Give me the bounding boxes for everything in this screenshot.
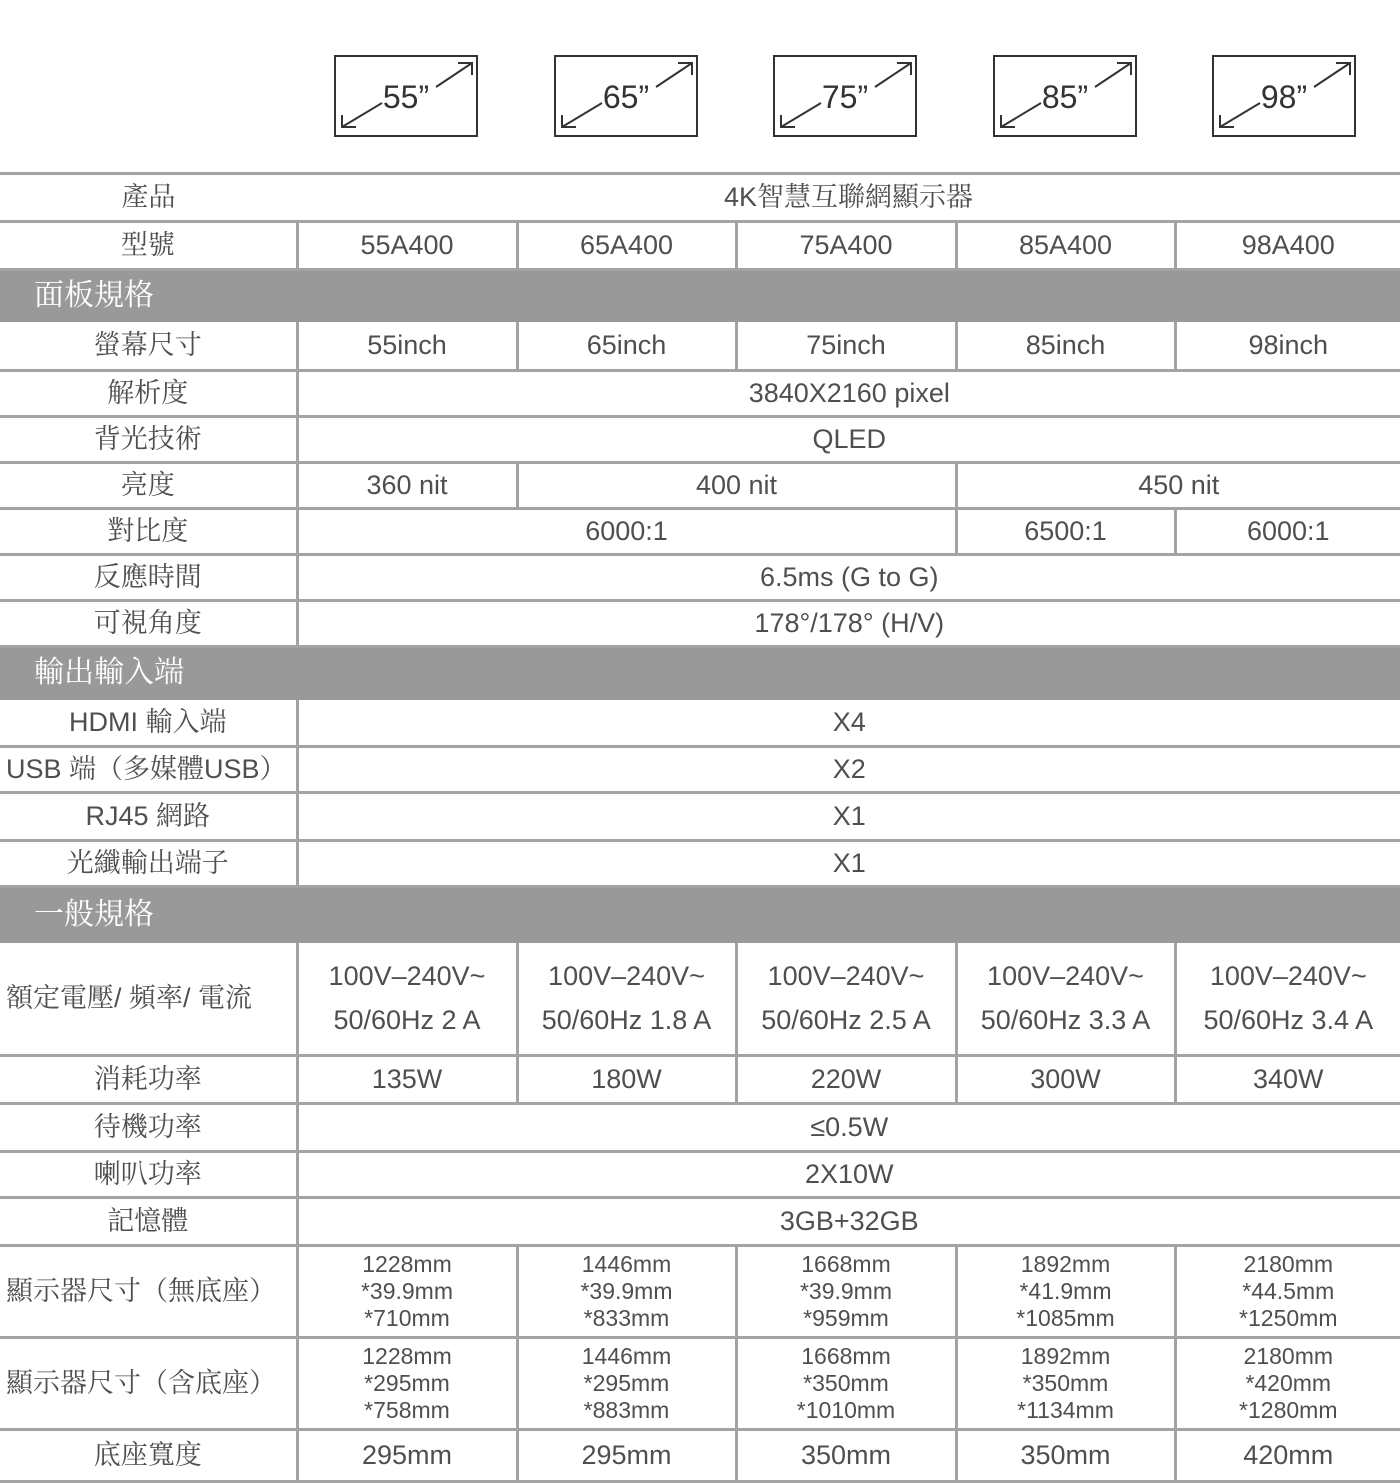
response-value: 6.5ms (G to G) xyxy=(297,555,1400,601)
dim-height: *959mm xyxy=(738,1305,955,1332)
dim-width: 1228mm xyxy=(299,1251,516,1278)
row-standby xyxy=(0,1104,1400,1152)
row-base xyxy=(0,1430,1400,1482)
row-label: 反應時間 xyxy=(0,555,297,601)
row-screen xyxy=(0,321,1400,371)
dim-height: *883mm xyxy=(519,1397,735,1424)
dim-depth: *39.9mm xyxy=(519,1278,735,1305)
dim-width: 1446mm xyxy=(519,1251,735,1278)
row-angle xyxy=(0,601,1400,647)
spec-table xyxy=(0,172,1400,1483)
brightness-cell: 450 nit xyxy=(956,463,1400,509)
row-label: HDMI 輸入端 xyxy=(0,699,297,747)
dim-depth: *350mm xyxy=(958,1370,1174,1397)
row-label: 顯示器尺寸（無底座） xyxy=(0,1246,297,1338)
size-label: 75” xyxy=(775,79,915,116)
consumption-cell: 135W xyxy=(297,1056,517,1104)
row-contrast xyxy=(0,509,1400,555)
row-label: USB 端（多媒體USB） xyxy=(0,747,297,793)
dim-cell xyxy=(1175,1338,1400,1430)
row-label: 型號 xyxy=(0,222,297,270)
backlight-value: QLED xyxy=(297,417,1400,463)
row-label: 額定電壓/ 頻率/ 電流 xyxy=(0,942,297,1056)
resolution-value: 3840X2160 pixel xyxy=(297,371,1400,417)
base-cell: 295mm xyxy=(297,1430,517,1482)
row-usb xyxy=(0,747,1400,793)
dim-width: 1446mm xyxy=(519,1343,735,1370)
size-75-icon xyxy=(773,55,917,137)
consumption-cell: 220W xyxy=(736,1056,956,1104)
row-label: 光纖輸出端子 xyxy=(0,841,297,887)
model-cell: 75A400 xyxy=(736,222,956,270)
screen-cell: 98inch xyxy=(1175,321,1400,371)
row-power xyxy=(0,942,1400,1056)
consumption-cell: 300W xyxy=(956,1056,1175,1104)
section-title: 輸出輸入端 xyxy=(0,647,1400,699)
contrast-cell: 6000:1 xyxy=(297,509,956,555)
row-label: 記憶體 xyxy=(0,1198,297,1246)
consumption-cell: 340W xyxy=(1175,1056,1400,1104)
row-label: 待機功率 xyxy=(0,1104,297,1152)
dim-height: *833mm xyxy=(519,1305,735,1332)
size-label: 98” xyxy=(1214,79,1354,116)
dim-depth: *350mm xyxy=(738,1370,955,1397)
dim-cell xyxy=(736,1246,956,1338)
dim-width: 1228mm xyxy=(299,1343,516,1370)
section-title: 一般規格 xyxy=(0,887,1400,942)
power-voltage: 100V–240V~ xyxy=(299,962,516,992)
dim-cell xyxy=(736,1338,956,1430)
memory-value: 3GB+32GB xyxy=(297,1198,1400,1246)
model-cell: 98A400 xyxy=(1175,222,1400,270)
row-memory xyxy=(0,1198,1400,1246)
power-freq: 50/60Hz 2.5 A xyxy=(738,1006,955,1036)
row-hdmi xyxy=(0,699,1400,747)
rj45-value: X1 xyxy=(297,793,1400,841)
hdmi-value: X4 xyxy=(297,699,1400,747)
usb-value: X2 xyxy=(297,747,1400,793)
optical-value: X1 xyxy=(297,841,1400,887)
row-speaker xyxy=(0,1152,1400,1198)
dim-cell xyxy=(297,1246,517,1338)
contrast-cell: 6500:1 xyxy=(956,509,1175,555)
power-cell xyxy=(956,942,1175,1056)
power-cell xyxy=(736,942,956,1056)
dim-height: *1134mm xyxy=(958,1397,1174,1424)
row-consumption xyxy=(0,1056,1400,1104)
dim-depth: *39.9mm xyxy=(738,1278,955,1305)
section-general xyxy=(0,887,1400,942)
row-label: RJ45 網路 xyxy=(0,793,297,841)
screen-cell: 85inch xyxy=(956,321,1175,371)
standby-value: ≤0.5W xyxy=(297,1104,1400,1152)
consumption-cell: 180W xyxy=(517,1056,736,1104)
dim-depth: *39.9mm xyxy=(299,1278,516,1305)
row-optical xyxy=(0,841,1400,887)
dim-cell xyxy=(956,1246,1175,1338)
size-85-icon xyxy=(993,55,1137,137)
size-label: 85” xyxy=(995,79,1135,116)
dim-depth: *420mm xyxy=(1177,1370,1400,1397)
row-label: 可視角度 xyxy=(0,601,297,647)
dim-height: *710mm xyxy=(299,1305,516,1332)
row-response xyxy=(0,555,1400,601)
speaker-value: 2X10W xyxy=(297,1152,1400,1198)
dim-width: 1892mm xyxy=(958,1343,1174,1370)
screen-cell: 65inch xyxy=(517,321,736,371)
model-cell: 85A400 xyxy=(956,222,1175,270)
dim-cell xyxy=(297,1338,517,1430)
row-product xyxy=(0,174,1400,222)
size-label: 55” xyxy=(336,79,476,116)
dim-depth: *41.9mm xyxy=(958,1278,1174,1305)
power-freq: 50/60Hz 2 A xyxy=(299,1006,516,1036)
angle-value: 178°/178° (H/V) xyxy=(297,601,1400,647)
dim-width: 1892mm xyxy=(958,1251,1174,1278)
model-cell: 55A400 xyxy=(297,222,517,270)
power-cell xyxy=(297,942,517,1056)
row-backlight xyxy=(0,417,1400,463)
dim-height: *1280mm xyxy=(1177,1397,1400,1424)
row-label: 對比度 xyxy=(0,509,297,555)
row-rj45 xyxy=(0,793,1400,841)
dim-height: *758mm xyxy=(299,1397,516,1424)
brightness-cell: 400 nit xyxy=(517,463,956,509)
screen-size-icons xyxy=(0,0,1400,172)
section-panel xyxy=(0,270,1400,321)
size-98-icon xyxy=(1212,55,1356,137)
power-voltage: 100V–240V~ xyxy=(519,962,735,992)
dim-depth: *44.5mm xyxy=(1177,1278,1400,1305)
power-freq: 50/60Hz 3.4 A xyxy=(1177,1006,1400,1036)
contrast-cell: 6000:1 xyxy=(1175,509,1400,555)
base-cell: 350mm xyxy=(956,1430,1175,1482)
power-voltage: 100V–240V~ xyxy=(1177,962,1400,992)
row-model xyxy=(0,222,1400,270)
dim-depth: *295mm xyxy=(519,1370,735,1397)
model-cell: 65A400 xyxy=(517,222,736,270)
dim-cell xyxy=(1175,1246,1400,1338)
size-label: 65” xyxy=(556,79,696,116)
row-label: 產品 xyxy=(0,174,297,222)
base-cell: 350mm xyxy=(736,1430,956,1482)
screen-cell: 75inch xyxy=(736,321,956,371)
power-freq: 50/60Hz 1.8 A xyxy=(519,1006,735,1036)
power-cell xyxy=(1175,942,1400,1056)
section-title: 面板規格 xyxy=(0,270,1400,321)
row-dim-nostand xyxy=(0,1246,1400,1338)
power-voltage: 100V–240V~ xyxy=(738,962,955,992)
row-label: 背光技術 xyxy=(0,417,297,463)
row-label: 解析度 xyxy=(0,371,297,417)
row-label: 亮度 xyxy=(0,463,297,509)
base-cell: 295mm xyxy=(517,1430,736,1482)
row-label: 螢幕尺寸 xyxy=(0,321,297,371)
row-label: 消耗功率 xyxy=(0,1056,297,1104)
dim-width: 1668mm xyxy=(738,1343,955,1370)
base-cell: 420mm xyxy=(1175,1430,1400,1482)
brightness-cell: 360 nit xyxy=(297,463,517,509)
row-label: 底座寬度 xyxy=(0,1430,297,1482)
size-55-icon xyxy=(334,55,478,137)
dim-cell xyxy=(517,1338,736,1430)
product-value: 4K智慧互聯網顯示器 xyxy=(297,174,1400,222)
row-label: 喇叭功率 xyxy=(0,1152,297,1198)
row-dim-stand xyxy=(0,1338,1400,1430)
dim-width: 1668mm xyxy=(738,1251,955,1278)
dim-width: 2180mm xyxy=(1177,1251,1400,1278)
row-label: 顯示器尺寸（含底座） xyxy=(0,1338,297,1430)
dim-height: *1010mm xyxy=(738,1397,955,1424)
row-resolution xyxy=(0,371,1400,417)
dim-width: 2180mm xyxy=(1177,1343,1400,1370)
dim-cell xyxy=(956,1338,1175,1430)
section-io xyxy=(0,647,1400,699)
dim-cell xyxy=(517,1246,736,1338)
power-cell xyxy=(517,942,736,1056)
power-voltage: 100V–240V~ xyxy=(958,962,1174,992)
power-freq: 50/60Hz 3.3 A xyxy=(958,1006,1174,1036)
dim-height: *1250mm xyxy=(1177,1305,1400,1332)
dim-depth: *295mm xyxy=(299,1370,516,1397)
dim-height: *1085mm xyxy=(958,1305,1174,1332)
screen-cell: 55inch xyxy=(297,321,517,371)
row-brightness xyxy=(0,463,1400,509)
size-65-icon xyxy=(554,55,698,137)
